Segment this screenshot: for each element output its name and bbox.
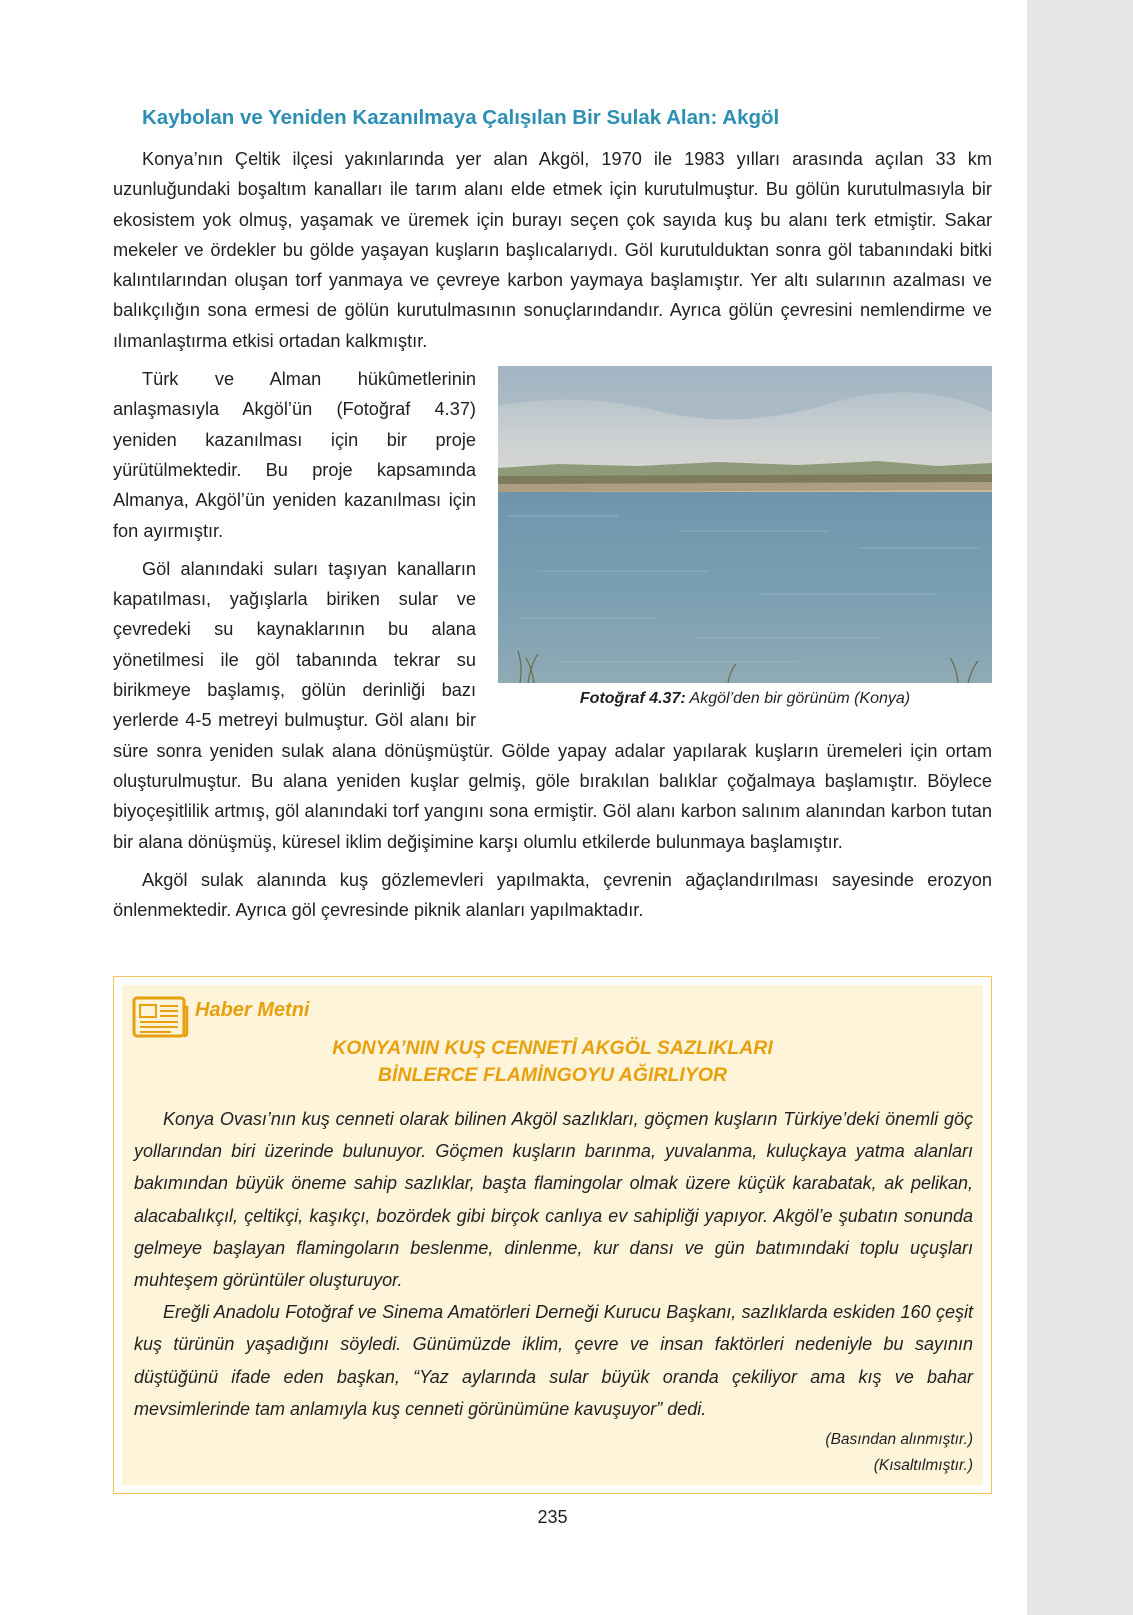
figure-caption [498,689,992,709]
page-number: 235 [537,1507,568,1527]
side-margin-band [1027,0,1133,1615]
source-line-2: (Kısaltılmıştır.) [873,1457,973,1475]
news-headline [122,1035,983,1089]
figure-akgol [498,366,992,709]
source-line-1: (Basından alınmıştır.) [825,1431,973,1449]
section-title: Kaybolan ve Yeniden Kazanılmaya Çalışılan Bir Sulak Alan: Akgöl [142,106,780,129]
main-content [113,104,992,925]
newspaper-icon [131,995,189,1039]
caption-text: Akgöl’den bir görünüm (Konya) [689,690,911,708]
figure-wrap-block [113,364,992,857]
news-source [134,1427,973,1479]
caption-label: Fotoğraf 4.37: [579,690,686,708]
news-inner [122,985,983,1485]
news-label: Haber Metni [195,999,310,1021]
lake-photo [498,366,992,683]
headline-line-1: KONYA’NIN KUŞ CENNETİ AKGÖL SAZLIKLARI [332,1037,773,1059]
news-paragraph-1: Konya Ovası’nın kuş cenneti olarak bilinen Akgöl sazlıkları, göçmen kuşların Türkiye’deki önemli göç yollarından biri üzerinde bulunuyor. Göçmen kuşların barınma, yuvalanma, kuluçkaya yatma alanları bakımından büyük öneme sahip sazlıklar, başta flamingolar olmak üzere küçük karabatak, ak pelikan, alacabalıkçıl, çeltikçi, kaşıkçı, bozördek gibi birçok canlıya ev sahipliği yapıyor. Akgöl’e şubatın sonunda gelmeye başlayan flamingoların beslenme, dinlenme, kur dansı ve gün batımındaki toplu uçuşları muhteşem görüntüler oluşturuyor. [134,1109,973,1291]
news-box [113,976,992,1494]
news-paragraph-2: Ereğli Anadolu Fotoğraf ve Sinema Amatörleri Derneği Kurucu Başkanı, sazlıklarda eskiden 160 çeşit kuş türünün yaşadığını söyledi. Günümüzde iklim, çevre ve insan faktörleri nedeniyle bu sayının düştüğünü ifade eden başkan, “Yaz aylarında sular büyük oranda çekiliyor ama kış ve bahar mevsimlerinde tam anlamıyla kuş cenneti görünümüne kavuşuyor” dedi. [134,1302,973,1419]
news-body [134,1103,973,1479]
paragraph-intro: Konya’nın Çeltik ilçesi yakınlarında yer alan Akgöl, 1970 ile 1983 yılları arasında açılan 33 km uzunluğundaki boşaltım kanalları ile tarım alanı elde etmek için kurutulmuştur. Bu gölün kurutulmasıyla bir ekosistem yok olmuş, yaşamak ve üremek için burayı seçen çok sayıda kuş bu alanı terk etmiştir. Sakar mekeler ve ördekler bu gölde yaşayan kuşların başlıcalarıydı. Göl kurutulduktan sonra göl tabanındaki bitki kalıntılarından oluşan torf yanmaya ve çevreye karbon yaymaya başlamıştır. Yer altı sularının azalması ve balıkçılığın sona ermesi de gölün kurutulmasının sonuçlarındandır. Ayrıca gölün çevresini nemlendirme ve ılımanlaştırma etkisi ortadan kalkmıştır. [113,149,992,351]
paragraph-restoration: Göl alanındaki suları taşıyan kanalların kapatılması, yağışlarla biriken sular ve çevredeki su kaynaklarının bu alana yönetilmesi ile göl tabanında tekrar su birikmeye başlamış, gölün derinliği bazı yerlerde 4-5 metreyi bulmuştur. Göl alanı bir süre sonra yeniden sulak alana dönüşmüştür. Gölde yapay adalar yapılarak kuşların üremeleri için ortam oluşturulmuştur. Bu alana yeniden kuşlar gelmiş, göle bırakılan balıklar çoğalmaya başlamıştır. Böylece biyoçeşitlilik artmış, göl alanındaki torf yangını sona ermiştir. Göl alanı karbon salınım alanından karbon tutan bir alana dönüşmüş, küresel iklim değişimine karşı olumlu etkilerde bulunmaya başlamıştır. [113,558,992,852]
paragraph-observation: Akgöl sulak alanında kuş gözlemevleri yapılmakta, çevrenin ağaçlandırılması sayesinde erozyon önlenmektedir. Ayrıca göl çevresinde piknik alanları yapılmaktadır. [113,869,992,921]
headline-line-2: BİNLERCE FLAMİNGOYU AĞIRLIYOR [377,1064,728,1086]
paragraph-project: Türk ve Alman hükûmetlerinin anlaşmasıyla Akgöl’ün (Fotoğraf 4.37) yeniden kazanılması için bir proje yürütülmektedir. Bu proje kapsamında Almanya, Akgöl’ün yeniden kazanılması için fon ayırmıştır. [113,369,476,541]
